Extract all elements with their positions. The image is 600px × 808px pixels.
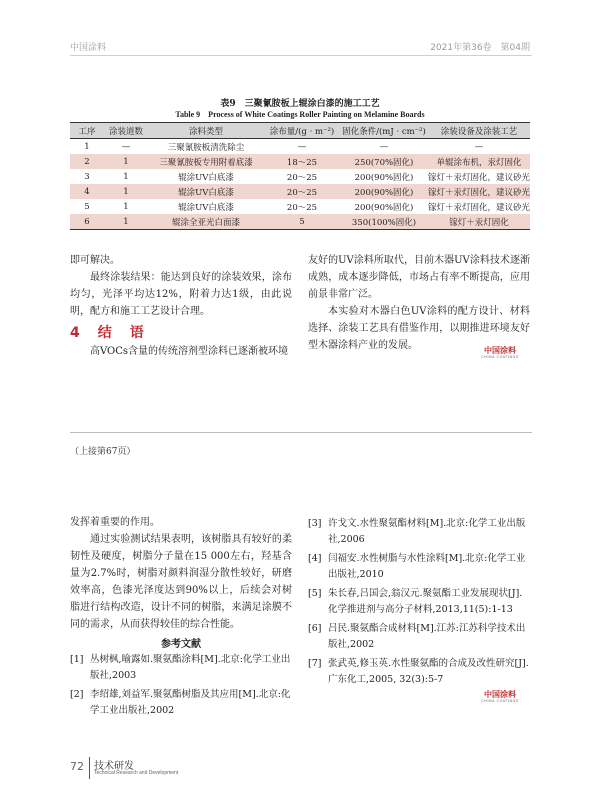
reference-item: [308, 516, 530, 548]
table-cell: 1: [104, 154, 148, 169]
continued-note: （上接第67页）: [70, 447, 136, 457]
table-row: [70, 154, 530, 169]
table-cell: 3: [84, 171, 90, 182]
china-coatings-logo: [470, 346, 530, 360]
section-title: 4 结 语: [70, 325, 146, 341]
table-cell: 辊涂全亚光白面漆: [148, 214, 264, 230]
footer-accent-bar: [89, 757, 90, 779]
table-cell: —: [297, 141, 307, 152]
footer-section-cn: 技术研发: [94, 761, 134, 772]
table-cell: 镓灯＋汞灯固化: [428, 214, 530, 230]
process-table: [70, 122, 530, 230]
table-cell: 200(90%固化): [354, 172, 414, 183]
upper-left-column-cont: [70, 343, 292, 360]
table-row: [70, 184, 530, 199]
table-cell: 1: [104, 214, 148, 230]
logo-text: 中国涂料: [484, 346, 516, 355]
reference-text: 丛树枫,喻露如.聚氨酯涂料[M].北京:化学工业出版社,2003: [90, 654, 291, 681]
paragraph: 即可解决。: [70, 255, 120, 266]
reference-number: [6]: [308, 623, 322, 634]
table-cell: 6: [70, 214, 104, 230]
page-number: 72: [70, 760, 84, 773]
reference-number: [1]: [70, 654, 84, 665]
table-cell: 20～25: [264, 184, 340, 199]
table-cell: 镓灯＋汞灯固化，建议砂光: [428, 172, 531, 183]
table-header-row: [70, 123, 530, 139]
upper-left-column: [70, 252, 292, 320]
journal-name: 中国涂料: [70, 43, 107, 53]
reference-item: [308, 586, 530, 618]
col-header: 固化条件/(mJ · cm⁻²): [340, 123, 428, 139]
logo-text: 中国涂料: [484, 690, 516, 699]
table-cell: 20～25: [286, 202, 318, 213]
paragraph: 发挥着重要的作用。: [70, 517, 160, 528]
table-cell: —: [121, 141, 131, 152]
table-cell: 辊涂UV白底漆: [148, 184, 264, 199]
header-divider: [70, 55, 532, 56]
section-divider: [70, 432, 532, 433]
reference-text: 吕民.聚氨酯合成材料[M].江苏:江苏科学技术出版社,2002: [328, 623, 526, 650]
col-header: 涂装道数: [104, 123, 148, 139]
reference-number: [7]: [308, 658, 322, 669]
table-row: [70, 139, 530, 155]
table-cell: 三聚氰胺板专用附着底漆: [148, 154, 264, 169]
table-cell: 1: [123, 171, 129, 182]
table-cell: 5: [84, 201, 90, 212]
lower-left-column: [70, 514, 292, 633]
reference-number: [5]: [308, 588, 322, 599]
table-row: [70, 169, 530, 184]
table-cell: 4: [70, 184, 104, 199]
reference-item: [70, 652, 292, 684]
paragraph: 高VOCs含量的传统溶剂型涂料已逐渐被环境: [90, 346, 289, 357]
paragraph: 友好的UV涂料所取代，目前木器UV涂料技术逐渐成熟，成本逐步降低，市场占有率不断提高，应用前景非常广泛。: [308, 255, 530, 300]
table-cell: —: [474, 141, 484, 152]
col-header: 涂布量/(g · m⁻²): [264, 123, 340, 139]
table-cell: 三聚氰胺板清洗除尘: [167, 142, 245, 153]
table-cell: 辊涂UV白底漆: [178, 202, 234, 213]
table-cell: 1: [84, 141, 90, 152]
reference-item: [308, 656, 530, 688]
reference-number: [2]: [70, 689, 84, 700]
table-cell: 350(100%固化): [340, 214, 428, 230]
footer-section-en: Technical Research and Development: [94, 770, 179, 776]
reference-text: 李绍雄,刘益军.聚氨酯树脂及其应用[M].北京:化学工业出版社,2002: [90, 689, 291, 716]
references-list-right: [308, 516, 530, 691]
reference-text: 闫福安.水性树脂与水性涂料[M].北京:化学工业出版社,2010: [328, 553, 526, 580]
table-cell: 250(70%固化): [340, 154, 428, 169]
table-cell: 200(90%固化): [340, 184, 428, 199]
table-cell: 镓灯＋汞灯固化，建议砂光: [428, 202, 531, 213]
reference-number: [4]: [308, 553, 322, 564]
paragraph: 通过实验测试结果表明，该树脂具有较好的柔韧性及硬度，树脂分子量在15 000左右，羟基含量为2.7%时，树脂对颜料润湿分散性较好，研磨效率高，色漆光泽度达到90%以上，后续会对树脂进行结构改造，设计不同的树脂，来满足涂膜不同的需求，从而获得较佳的综合性能。: [70, 534, 292, 630]
table-cell: 5: [264, 214, 340, 230]
table-cell: 20～25: [286, 172, 318, 183]
table-cell: 18～25: [264, 154, 340, 169]
col-header: 涂装设备及涂装工艺: [428, 123, 530, 139]
reference-text: 张武英,修玉英.水性聚氨酯的合成及改性研究[J].广东化工,2005, 32(3):5-7: [328, 658, 529, 685]
reference-item: [308, 621, 530, 653]
china-coatings-logo: [470, 690, 530, 704]
table-row: [70, 214, 530, 230]
upper-right-column: [308, 252, 530, 354]
col-header: 工序: [70, 123, 104, 139]
table-cell: 2: [70, 154, 104, 169]
reference-number: [3]: [308, 518, 322, 529]
reference-text: 许戈文.水性聚氨酯材料[M].北京:化学工业出版社,2006: [328, 518, 526, 545]
table-cell: 1: [104, 184, 148, 199]
table-caption-cn: 表9 三聚氰胺板上辊涂白漆的施工工艺: [220, 99, 380, 109]
table-cell: 辊涂UV白底漆: [178, 172, 234, 183]
issue-info: 2021年第36卷 第04期: [430, 43, 530, 53]
reference-text: 朱长春,吕国会,翁汉元.聚氨酯工业发展现状[J].化学推进剂与高分子材料,2013,11(5):1-13: [328, 588, 523, 615]
table-row: [70, 199, 530, 214]
table-cell: 单辊涂布机，汞灯固化: [428, 154, 530, 169]
paragraph: 本实验对木器白色UV涂料的配方设计、材料选择、涂装工艺具有借鉴作用，以期推进环境友好型木器涂料产业的发展。: [308, 306, 530, 351]
references-list-left: [70, 652, 292, 722]
col-header: 涂料类型: [148, 123, 264, 139]
references-title: 参考文献: [161, 639, 201, 650]
table-cell: 镓灯＋汞灯固化，建议砂光: [428, 184, 530, 199]
table-cell: 1: [123, 201, 129, 212]
table-caption-en: Table 9 Process of White Coatings Roller Painting on Melamine Boards: [175, 110, 425, 119]
reference-item: [308, 551, 530, 583]
logo-subtext: CHINA COATINGS: [481, 355, 519, 359]
table-cell: 200(90%固化): [354, 202, 414, 213]
logo-subtext: CHINA COATINGS: [481, 699, 519, 703]
table-cell: —: [379, 141, 389, 152]
reference-item: [70, 687, 292, 719]
paragraph: 最终涂装结果：能达到良好的涂装效果，涂布均匀，光泽平均达12%，附着力达1级，由此说明，配方和施工工艺设计合理。: [70, 272, 292, 317]
